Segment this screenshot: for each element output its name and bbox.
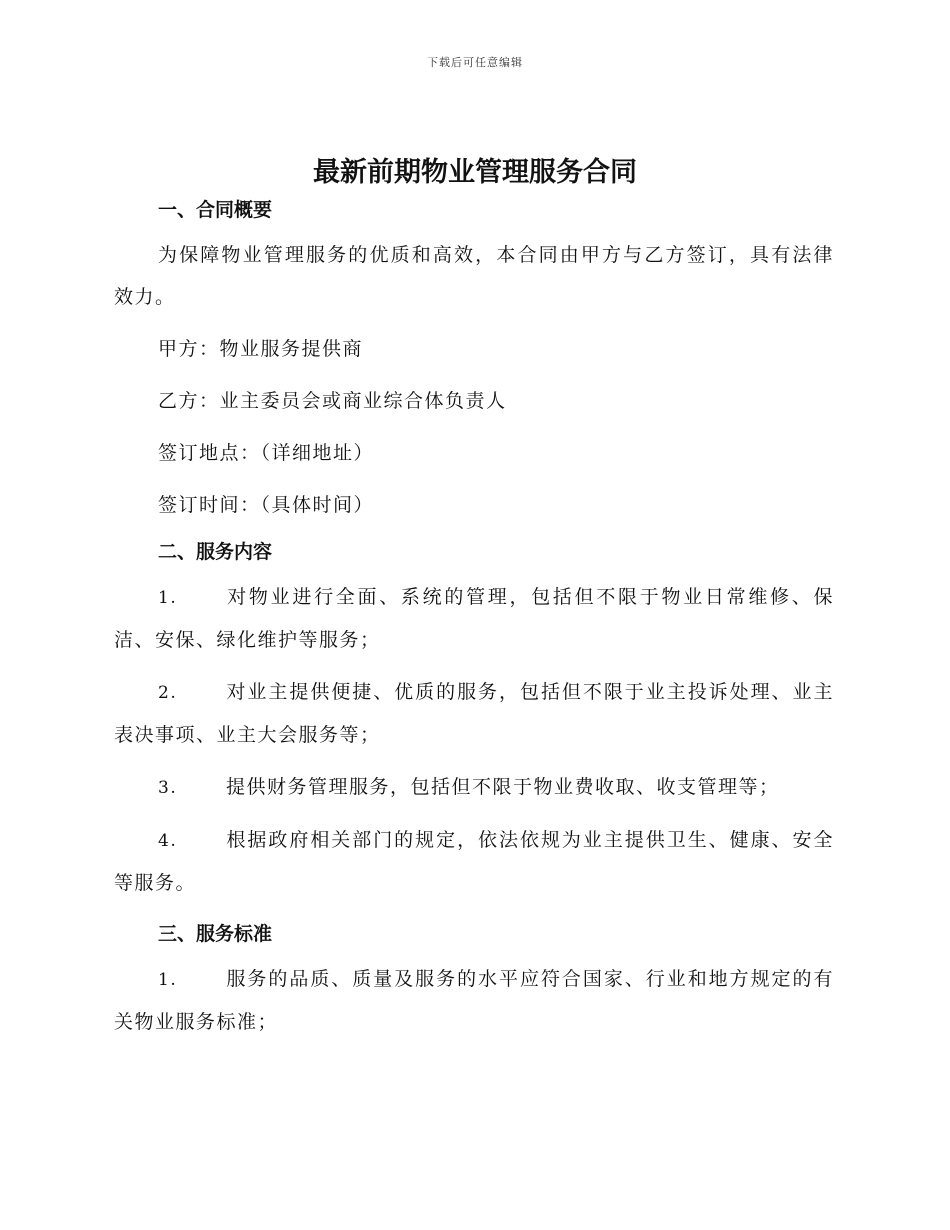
item-text: 提供财务管理服务，包括但不限于物业费收取、收支管理等； bbox=[226, 776, 780, 798]
list-item bbox=[114, 958, 834, 1043]
item-number: 3. bbox=[158, 778, 178, 798]
item-number: 4. bbox=[158, 831, 178, 851]
section-heading-services: 二、服务内容 bbox=[158, 541, 273, 563]
paragraph-sign-time: 签订时间：（具体时间） bbox=[158, 494, 375, 516]
paragraph-sign-place: 签订地点：（详细地址） bbox=[158, 442, 375, 464]
section-heading-standards: 三、服务标准 bbox=[158, 923, 273, 945]
item-text: 对业主提供便捷、优质的服务，包括但不限于业主投诉处理、业主表决事项、业主大会服务等； bbox=[114, 681, 834, 746]
document-body bbox=[114, 194, 834, 1043]
item-text: 根据政府相关部门的规定，依法依规为业主提供卫生、健康、安全等服务。 bbox=[114, 829, 834, 894]
list-item bbox=[114, 671, 834, 756]
paragraph-party-b: 乙方：业主委员会或商业综合体负责人 bbox=[158, 390, 507, 412]
page-title: 最新前期物业管理服务合同 bbox=[313, 157, 637, 188]
list-item bbox=[114, 576, 834, 661]
section-heading-overview: 一、合同概要 bbox=[158, 199, 273, 221]
item-text: 服务的品质、质量及服务的水平应符合国家、行业和地方规定的有关物业服务标准； bbox=[114, 968, 834, 1033]
paragraph-party-a: 甲方：物业服务提供商 bbox=[158, 338, 364, 360]
list-item bbox=[114, 819, 834, 904]
list-item bbox=[114, 766, 834, 809]
item-text: 对物业进行全面、系统的管理，包括但不限于物业日常维修、保洁、安保、绿化维护等服务； bbox=[114, 586, 834, 651]
item-number: 1. bbox=[158, 588, 178, 608]
item-number: 2. bbox=[158, 683, 178, 703]
header-note: 下载后可任意编辑 bbox=[427, 56, 523, 69]
paragraph-intro: 为保障物业管理服务的优质和高效，本合同由甲方与乙方签订，具有法律效力。 bbox=[114, 244, 834, 308]
item-number: 1. bbox=[158, 970, 178, 990]
